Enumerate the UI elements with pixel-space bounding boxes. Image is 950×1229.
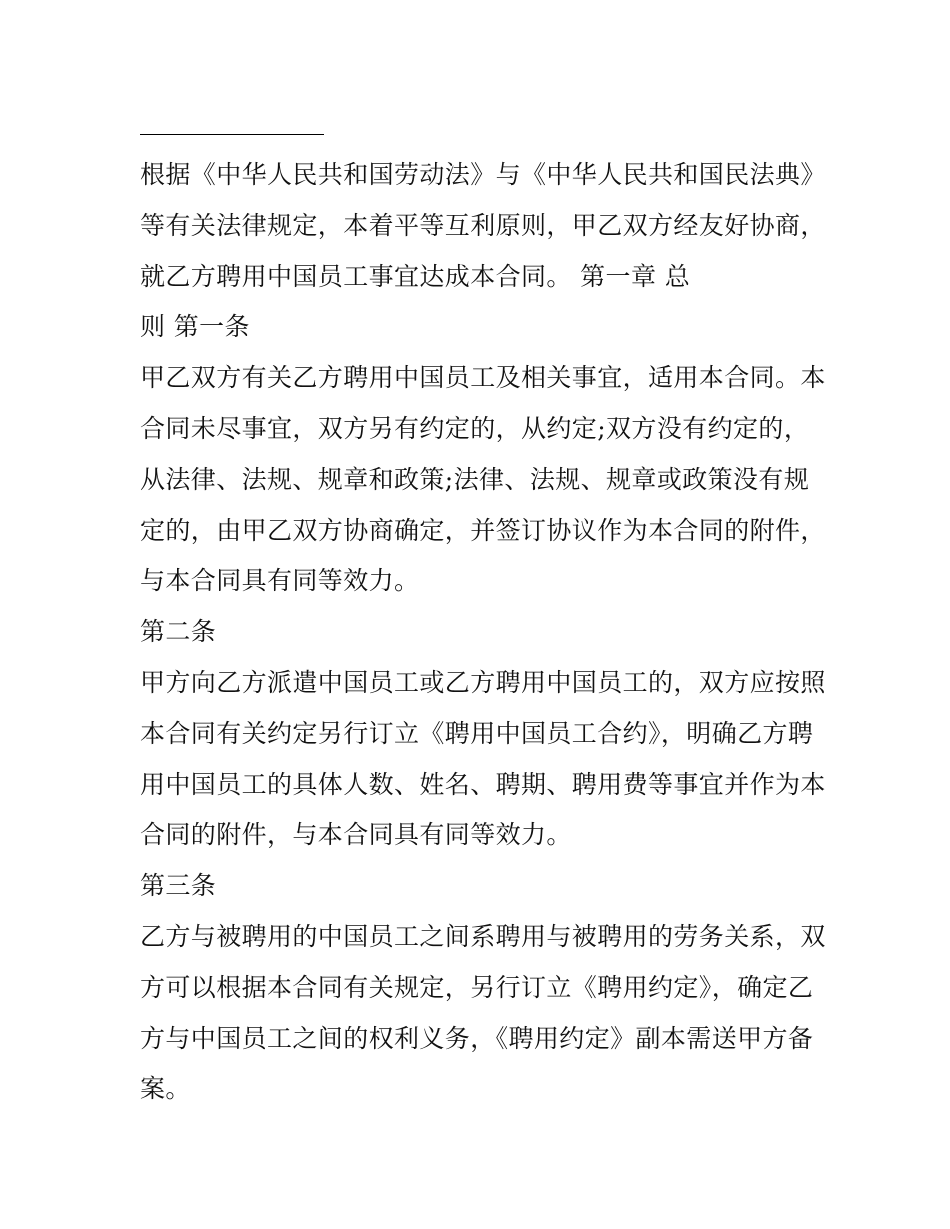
text-line: 用中国员工的具体人数、姓名、聘期、聘用费等事宜并作为本 (140, 769, 826, 799)
text-line: 与本合同具有同等效力。 (140, 566, 420, 596)
text-line: 从法律、法规、规章和政策;法律、法规、规章或政策没有规 (140, 464, 810, 494)
text-line: 案。 (140, 1074, 191, 1104)
text-line: 方与中国员工之间的权利义务，《聘用约定》副本需送甲方备 (140, 1023, 814, 1053)
text-line: 本合同有关约定另行订立《聘用中国员工合约》，明确乙方聘 (140, 718, 814, 748)
text-line: 定的，由甲乙双方协商确定，并签订协议作为本合同的附件， (140, 515, 826, 545)
article-heading: 第二条 (140, 617, 217, 647)
contract-body (140, 150, 830, 1115)
text-line: 甲方向乙方派遣中国员工或乙方聘用中国员工的，双方应按照 (140, 667, 826, 697)
text-line: 就乙方聘用中国员工事宜达成本合同。 第一章 总 (140, 261, 691, 291)
article-heading: 第三条 (140, 871, 217, 901)
text-line: 乙方与被聘用的中国员工之间系聘用与被聘用的劳务关系，双 (140, 921, 826, 951)
text-line: 根据《中华人民共和国劳动法》与《中华人民共和国民法典》 (140, 160, 826, 189)
text-line: 方可以根据本合同有关规定，另行订立《聘用约定》，确定乙 (140, 972, 814, 1002)
text-line: 合同的附件，与本合同具有同等效力。 (140, 820, 572, 850)
text-line: 等有关法律规定，本着平等互利原则，甲乙双方经友好协商， (140, 210, 826, 240)
text-line: 合同未尽事宜，双方另有约定的，从约定;双方没有约定的， (140, 413, 810, 443)
text-line: 则 第一条 (140, 312, 250, 342)
text-line: 甲乙双方有关乙方聘用中国员工及相关事宜，适用本合同。本 (140, 363, 826, 393)
top-rule-line (140, 134, 324, 135)
